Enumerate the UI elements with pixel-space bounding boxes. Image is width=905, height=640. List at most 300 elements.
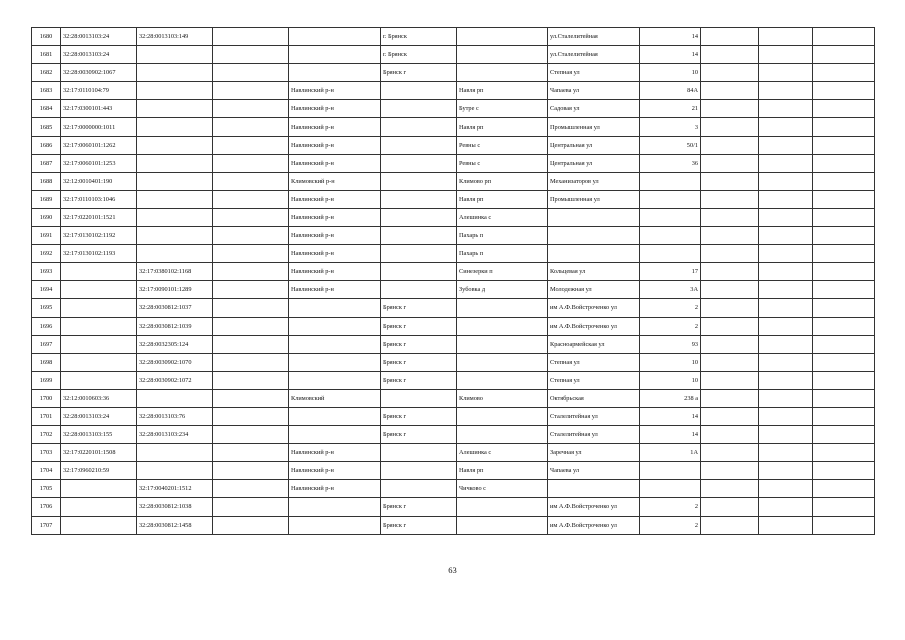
house-number-cell: 2 — [640, 317, 701, 335]
empty-cell — [701, 317, 759, 335]
street-cell: Сталелитейная ул — [548, 426, 640, 444]
district-cell: Навлинский р-н — [289, 245, 381, 263]
row-number: 1698 — [32, 353, 61, 371]
cadastral-number-cell: 32:12:0010401:190 — [61, 172, 137, 190]
cadastral-number-cell: 32:28:0013103:24 — [61, 407, 137, 425]
empty-cell — [701, 190, 759, 208]
settlement-cell — [457, 371, 548, 389]
house-number-cell: 238 а — [640, 389, 701, 407]
cadastral-number-2-cell — [137, 136, 213, 154]
city-cell: Брянск г — [381, 426, 457, 444]
cadastral-number-cell: 32:28:0013103:155 — [61, 426, 137, 444]
empty-cell — [813, 317, 875, 335]
empty-cell — [213, 462, 289, 480]
empty-cell — [759, 281, 813, 299]
empty-cell — [701, 136, 759, 154]
empty-cell — [759, 100, 813, 118]
settlement-cell — [457, 64, 548, 82]
empty-cell — [759, 245, 813, 263]
house-number-cell: 2 — [640, 299, 701, 317]
empty-cell — [813, 353, 875, 371]
empty-cell — [813, 28, 875, 46]
city-cell: Брянск г — [381, 335, 457, 353]
table-row — [32, 407, 875, 425]
row-number: 1691 — [32, 227, 61, 245]
house-number-cell: 14 — [640, 46, 701, 64]
table-row — [32, 64, 875, 82]
table-row — [32, 516, 875, 534]
cadastral-number-cell: 32:17:0060101:1262 — [61, 136, 137, 154]
cadastral-number-cell: 32:28:0013103:24 — [61, 46, 137, 64]
settlement-cell: Алешинка с — [457, 208, 548, 226]
cadastral-number-cell: 32:28:0013103:24 — [61, 28, 137, 46]
cadastral-number-2-cell: 32:28:0030812:1458 — [137, 516, 213, 534]
street-cell: Молодежная ул — [548, 281, 640, 299]
settlement-cell: Чичково с — [457, 480, 548, 498]
house-number-cell — [640, 462, 701, 480]
empty-cell — [813, 335, 875, 353]
empty-cell — [701, 28, 759, 46]
cadastral-number-2-cell: 32:28:0013103:76 — [137, 407, 213, 425]
house-number-cell: 17 — [640, 263, 701, 281]
cadastral-number-2-cell — [137, 82, 213, 100]
street-cell: Степная ул — [548, 64, 640, 82]
table-row — [32, 444, 875, 462]
empty-cell — [813, 100, 875, 118]
city-cell — [381, 462, 457, 480]
district-cell — [289, 353, 381, 371]
street-cell: Степная ул — [548, 371, 640, 389]
city-cell — [381, 172, 457, 190]
street-cell: им А.Ф.Войстроченко ул — [548, 299, 640, 317]
cadastral-number-2-cell: 32:28:0030902:1070 — [137, 353, 213, 371]
district-cell: Навлинский р-н — [289, 208, 381, 226]
empty-cell — [759, 498, 813, 516]
cadastral-number-cell: 32:17:0220101:1508 — [61, 444, 137, 462]
district-cell: Навлинский р-н — [289, 444, 381, 462]
empty-cell — [813, 371, 875, 389]
street-cell: им А.Ф.Войстроченко ул — [548, 317, 640, 335]
district-cell: Навлинский р-н — [289, 82, 381, 100]
empty-cell — [759, 190, 813, 208]
table-row — [32, 154, 875, 172]
table-row — [32, 263, 875, 281]
settlement-cell: Климово — [457, 389, 548, 407]
street-cell: им А.Ф.Войстроченко ул — [548, 498, 640, 516]
street-cell: Сталелитейная ул — [548, 407, 640, 425]
empty-cell — [213, 172, 289, 190]
row-number: 1692 — [32, 245, 61, 263]
street-cell — [548, 480, 640, 498]
house-number-cell: 2 — [640, 516, 701, 534]
cadastral-number-2-cell: 32:28:0013103:234 — [137, 426, 213, 444]
settlement-cell: Навля рп — [457, 82, 548, 100]
settlement-cell: Климово рп — [457, 172, 548, 190]
house-number-cell: 14 — [640, 407, 701, 425]
empty-cell — [701, 498, 759, 516]
street-cell: Октябрьская — [548, 389, 640, 407]
cadastral-number-cell: 32:17:0220101:1521 — [61, 208, 137, 226]
empty-cell — [813, 480, 875, 498]
cadastral-number-cell — [61, 371, 137, 389]
cadastral-number-2-cell — [137, 462, 213, 480]
empty-cell — [701, 263, 759, 281]
row-number: 1701 — [32, 407, 61, 425]
cadastral-number-cell: 32:17:0130102:1192 — [61, 227, 137, 245]
empty-cell — [701, 227, 759, 245]
settlement-cell: Алешинка с — [457, 444, 548, 462]
street-cell: Заречная ул — [548, 444, 640, 462]
empty-cell — [213, 28, 289, 46]
house-number-cell: 14 — [640, 28, 701, 46]
street-cell — [548, 227, 640, 245]
district-cell: Навлинский р-н — [289, 227, 381, 245]
city-cell: Брянск г — [381, 64, 457, 82]
house-number-cell: 3А — [640, 281, 701, 299]
cadastral-number-2-cell — [137, 444, 213, 462]
empty-cell — [759, 335, 813, 353]
house-number-cell — [640, 208, 701, 226]
house-number-cell — [640, 172, 701, 190]
table-row — [32, 136, 875, 154]
empty-cell — [759, 154, 813, 172]
house-number-cell: 21 — [640, 100, 701, 118]
cadastral-number-cell: 32:17:0110103:1046 — [61, 190, 137, 208]
empty-cell — [213, 46, 289, 64]
city-cell — [381, 154, 457, 172]
table-row — [32, 28, 875, 46]
settlement-cell: Навля рп — [457, 118, 548, 136]
cadastral-number-2-cell — [137, 245, 213, 263]
row-number: 1695 — [32, 299, 61, 317]
row-number: 1696 — [32, 317, 61, 335]
cadastral-number-cell: 32:17:0000000:1011 — [61, 118, 137, 136]
settlement-cell — [457, 498, 548, 516]
table-row — [32, 371, 875, 389]
settlement-cell — [457, 46, 548, 64]
empty-cell — [813, 426, 875, 444]
house-number-cell — [640, 480, 701, 498]
empty-cell — [213, 245, 289, 263]
empty-cell — [813, 190, 875, 208]
city-cell: Брянск г — [381, 317, 457, 335]
city-cell — [381, 281, 457, 299]
district-cell — [289, 407, 381, 425]
district-cell: Навлинский р-н — [289, 100, 381, 118]
street-cell: Красноармейская ул — [548, 335, 640, 353]
settlement-cell — [457, 426, 548, 444]
empty-cell — [213, 190, 289, 208]
empty-cell — [213, 64, 289, 82]
street-cell: Промышленная ул — [548, 118, 640, 136]
empty-cell — [213, 353, 289, 371]
empty-cell — [701, 371, 759, 389]
house-number-cell: 3 — [640, 118, 701, 136]
empty-cell — [701, 82, 759, 100]
street-cell: Механизаторов ул — [548, 172, 640, 190]
table-row — [32, 389, 875, 407]
row-number: 1687 — [32, 154, 61, 172]
empty-cell — [813, 389, 875, 407]
city-cell — [381, 444, 457, 462]
city-cell — [381, 227, 457, 245]
empty-cell — [813, 154, 875, 172]
empty-cell — [701, 64, 759, 82]
district-cell — [289, 46, 381, 64]
empty-cell — [701, 208, 759, 226]
cadastral-number-cell — [61, 299, 137, 317]
settlement-cell: Бутре с — [457, 100, 548, 118]
district-cell: Навлинский р-н — [289, 154, 381, 172]
cadastral-number-2-cell: 32:17:0090101:1289 — [137, 281, 213, 299]
cadastral-number-2-cell: 32:17:0040201:1512 — [137, 480, 213, 498]
empty-cell — [813, 172, 875, 190]
empty-cell — [701, 154, 759, 172]
table-row — [32, 462, 875, 480]
empty-cell — [213, 263, 289, 281]
settlement-cell: Синезерки п — [457, 263, 548, 281]
cadastral-number-2-cell — [137, 64, 213, 82]
row-number: 1699 — [32, 371, 61, 389]
row-number: 1681 — [32, 46, 61, 64]
row-number: 1686 — [32, 136, 61, 154]
settlement-cell: Пахарь п — [457, 227, 548, 245]
empty-cell — [701, 172, 759, 190]
table-row — [32, 172, 875, 190]
empty-cell — [759, 299, 813, 317]
table-row — [32, 208, 875, 226]
empty-cell — [701, 335, 759, 353]
cadastral-number-cell — [61, 317, 137, 335]
empty-cell — [813, 444, 875, 462]
row-number: 1703 — [32, 444, 61, 462]
city-cell — [381, 263, 457, 281]
table-row — [32, 498, 875, 516]
cadastral-number-cell: 32:17:0130102:1193 — [61, 245, 137, 263]
row-number: 1680 — [32, 28, 61, 46]
row-number: 1693 — [32, 263, 61, 281]
row-number: 1706 — [32, 498, 61, 516]
cadastral-number-cell: 32:17:0060101:1253 — [61, 154, 137, 172]
empty-cell — [813, 46, 875, 64]
settlement-cell: Навля рп — [457, 190, 548, 208]
city-cell: Брянск г — [381, 407, 457, 425]
district-cell: Навлинский р-н — [289, 263, 381, 281]
empty-cell — [759, 480, 813, 498]
row-number: 1707 — [32, 516, 61, 534]
house-number-cell: 10 — [640, 353, 701, 371]
empty-cell — [701, 516, 759, 534]
street-cell: Центральная ул — [548, 154, 640, 172]
empty-cell — [701, 245, 759, 263]
empty-cell — [759, 462, 813, 480]
empty-cell — [213, 371, 289, 389]
district-cell — [289, 64, 381, 82]
empty-cell — [813, 245, 875, 263]
empty-cell — [701, 426, 759, 444]
empty-cell — [759, 371, 813, 389]
cadastral-number-2-cell — [137, 172, 213, 190]
table-row — [32, 281, 875, 299]
empty-cell — [701, 444, 759, 462]
settlement-cell: Зубовка д — [457, 281, 548, 299]
row-number: 1697 — [32, 335, 61, 353]
district-cell — [289, 299, 381, 317]
street-cell — [548, 245, 640, 263]
cadastral-number-cell — [61, 516, 137, 534]
street-cell: Степная ул — [548, 353, 640, 371]
house-number-cell: 2 — [640, 498, 701, 516]
row-number: 1683 — [32, 82, 61, 100]
district-cell — [289, 371, 381, 389]
empty-cell — [813, 498, 875, 516]
street-cell: Чапаева ул — [548, 462, 640, 480]
empty-cell — [213, 100, 289, 118]
empty-cell — [701, 389, 759, 407]
empty-cell — [213, 118, 289, 136]
house-number-cell: 36 — [640, 154, 701, 172]
empty-cell — [701, 480, 759, 498]
cadastral-number-cell: 32:28:0030902:1067 — [61, 64, 137, 82]
row-number: 1700 — [32, 389, 61, 407]
registry-table — [31, 27, 875, 535]
district-cell: Навлинский р-н — [289, 190, 381, 208]
table-row — [32, 227, 875, 245]
cadastral-number-2-cell — [137, 46, 213, 64]
settlement-cell — [457, 407, 548, 425]
empty-cell — [213, 208, 289, 226]
house-number-cell — [640, 227, 701, 245]
row-number: 1702 — [32, 426, 61, 444]
empty-cell — [759, 263, 813, 281]
empty-cell — [759, 353, 813, 371]
table-body — [32, 28, 875, 535]
table-row — [32, 46, 875, 64]
cadastral-number-cell — [61, 335, 137, 353]
street-cell: Промышленная ул — [548, 190, 640, 208]
district-cell: Климовский р-н — [289, 172, 381, 190]
empty-cell — [213, 227, 289, 245]
district-cell: Навлинский р-н — [289, 480, 381, 498]
empty-cell — [813, 227, 875, 245]
city-cell: Брянск г — [381, 353, 457, 371]
cadastral-number-cell: 32:12:0010603:36 — [61, 389, 137, 407]
city-cell: Брянск г — [381, 498, 457, 516]
empty-cell — [213, 82, 289, 100]
city-cell: г. Брянск — [381, 28, 457, 46]
empty-cell — [701, 299, 759, 317]
city-cell: г. Брянск — [381, 46, 457, 64]
empty-cell — [813, 136, 875, 154]
empty-cell — [213, 480, 289, 498]
house-number-cell: 10 — [640, 371, 701, 389]
street-cell: Садовая ул — [548, 100, 640, 118]
table-row — [32, 100, 875, 118]
empty-cell — [213, 154, 289, 172]
cadastral-number-2-cell — [137, 208, 213, 226]
empty-cell — [213, 281, 289, 299]
row-number: 1694 — [32, 281, 61, 299]
district-cell — [289, 28, 381, 46]
city-cell — [381, 82, 457, 100]
district-cell — [289, 426, 381, 444]
city-cell — [381, 190, 457, 208]
street-cell: ул.Сталелитейная — [548, 28, 640, 46]
house-number-cell: 84А — [640, 82, 701, 100]
district-cell — [289, 335, 381, 353]
empty-cell — [813, 82, 875, 100]
row-number: 1685 — [32, 118, 61, 136]
empty-cell — [759, 28, 813, 46]
settlement-cell — [457, 317, 548, 335]
street-cell — [548, 208, 640, 226]
house-number-cell — [640, 245, 701, 263]
cadastral-number-2-cell — [137, 227, 213, 245]
empty-cell — [759, 227, 813, 245]
empty-cell — [701, 46, 759, 64]
district-cell: Навлинский р-н — [289, 136, 381, 154]
cadastral-number-cell — [61, 281, 137, 299]
table-row — [32, 426, 875, 444]
empty-cell — [759, 444, 813, 462]
cadastral-number-cell: 32:17:0110104:79 — [61, 82, 137, 100]
cadastral-number-2-cell — [137, 154, 213, 172]
empty-cell — [813, 118, 875, 136]
table-row — [32, 353, 875, 371]
empty-cell — [813, 299, 875, 317]
house-number-cell: 10 — [640, 64, 701, 82]
row-number: 1688 — [32, 172, 61, 190]
table-row — [32, 480, 875, 498]
house-number-cell — [640, 190, 701, 208]
cadastral-number-cell — [61, 498, 137, 516]
district-cell: Климовский — [289, 389, 381, 407]
settlement-cell — [457, 299, 548, 317]
cadastral-number-2-cell — [137, 389, 213, 407]
cadastral-number-2-cell — [137, 118, 213, 136]
empty-cell — [813, 263, 875, 281]
settlement-cell — [457, 28, 548, 46]
empty-cell — [813, 208, 875, 226]
cadastral-number-2-cell: 32:28:0013103:149 — [137, 28, 213, 46]
empty-cell — [759, 82, 813, 100]
house-number-cell: 14 — [640, 426, 701, 444]
empty-cell — [701, 281, 759, 299]
city-cell — [381, 100, 457, 118]
page-number: 63 — [448, 565, 457, 575]
settlement-cell: Ревны с — [457, 136, 548, 154]
street-cell: ул.Сталелитейная — [548, 46, 640, 64]
table-row — [32, 190, 875, 208]
empty-cell — [701, 100, 759, 118]
table-row — [32, 118, 875, 136]
district-cell: Навлинский р-н — [289, 281, 381, 299]
cadastral-number-cell: 32:17:0960210:59 — [61, 462, 137, 480]
row-number: 1682 — [32, 64, 61, 82]
empty-cell — [813, 462, 875, 480]
street-cell: Чапаева ул — [548, 82, 640, 100]
empty-cell — [213, 136, 289, 154]
empty-cell — [213, 426, 289, 444]
empty-cell — [213, 444, 289, 462]
empty-cell — [213, 407, 289, 425]
empty-cell — [759, 407, 813, 425]
city-cell — [381, 480, 457, 498]
empty-cell — [759, 118, 813, 136]
city-cell: Брянск г — [381, 516, 457, 534]
street-cell: Центральная ул — [548, 136, 640, 154]
house-number-cell: 1А — [640, 444, 701, 462]
